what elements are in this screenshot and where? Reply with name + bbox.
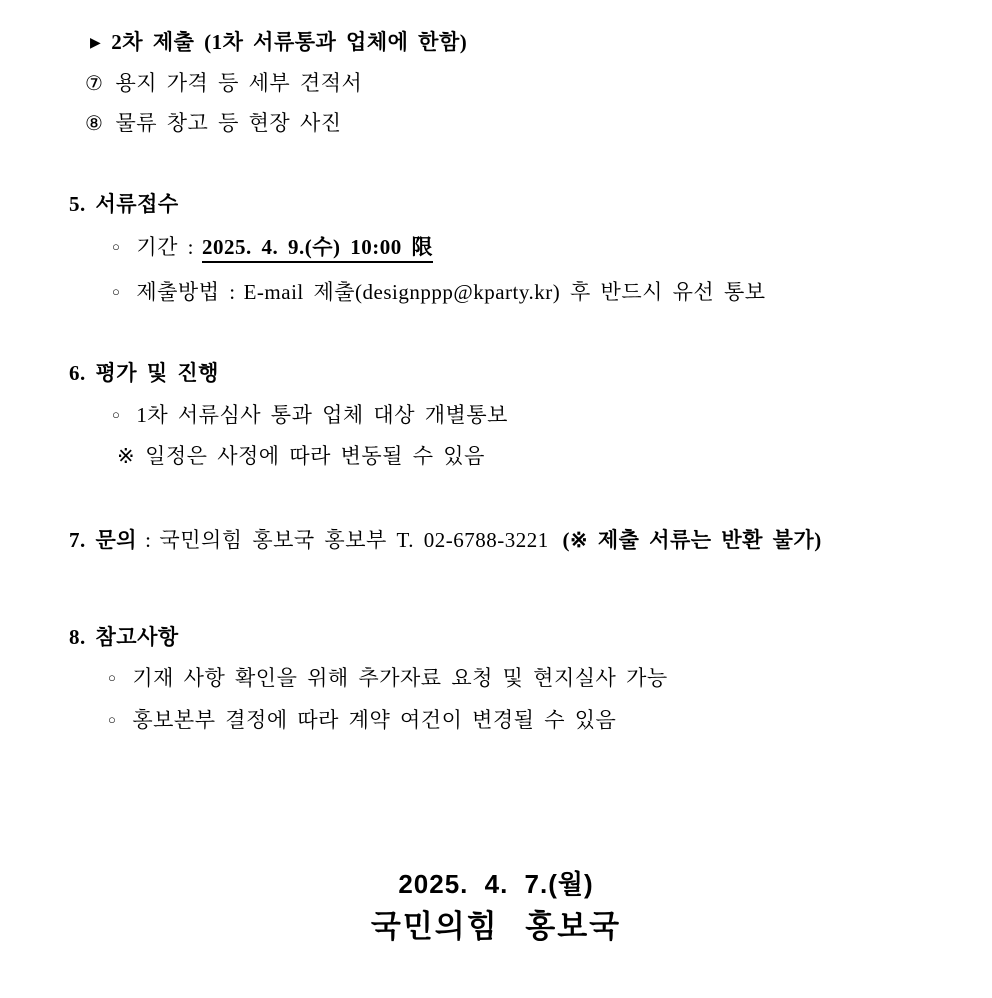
section-6-note-text: 일정은 사정에 따라 변동될 수 있음 [145, 444, 485, 468]
period-value: 2025. 4. 9.(수) 10:00 限 [202, 235, 433, 263]
section-5-method-line [112, 279, 766, 305]
numbered-item-8-text: 물류 창고 등 현장 사진 [115, 111, 342, 135]
circle-bullet-icon: ○ [112, 284, 121, 299]
second-round-heading [90, 29, 467, 55]
section-7-contact: 국민의힘 홍보국 홍보부 T. 02-6788-3221 [159, 528, 549, 552]
section-7-note: (※ 제출 서류는 반환 불가) [562, 528, 822, 552]
section-6-item-1-text: 1차 서류심사 통과 업체 대상 개별통보 [136, 403, 508, 427]
numbered-item-7-text: 용지 가격 등 세부 견적서 [115, 71, 363, 95]
numbered-item-7 [85, 70, 362, 97]
section-8-item-1 [108, 665, 668, 691]
triangle-bullet-icon: ▶ [90, 36, 102, 51]
section-6-note [117, 443, 485, 469]
numbered-item-8 [85, 110, 342, 137]
period-label: 기간 : [136, 235, 195, 259]
section-5-title: 5. 서류접수 [69, 192, 179, 216]
circle-bullet-icon: ○ [108, 670, 117, 685]
method-value: E-mail 제출(designppp@kparty.kr) 후 반드시 유선 통보 [243, 280, 766, 304]
method-label: 제출방법 : [136, 280, 236, 304]
section-8-item-2 [108, 707, 616, 733]
section-8-item-1-text: 기재 사항 확인을 위해 추가자료 요청 및 현지실사 가능 [132, 666, 668, 690]
circle-bullet-icon: ○ [112, 239, 121, 254]
circled-8-marker: ⑧ [85, 113, 104, 135]
reference-mark-icon: ※ [117, 444, 136, 468]
section-7-colon: : [145, 528, 152, 552]
circle-bullet-icon: ○ [108, 712, 117, 727]
footer-date: 2025. 4. 7.(월) [398, 869, 594, 899]
circle-bullet-icon: ○ [112, 407, 121, 422]
second-round-heading-text: 2차 제출 (1차 서류통과 업체에 한함) [111, 30, 468, 54]
circled-7-marker: ⑦ [85, 73, 104, 95]
section-7-title: 7. 문의 [69, 528, 138, 552]
section-7-line [69, 527, 822, 553]
section-8-item-2-text: 홍보본부 결정에 따라 계약 여건이 변경될 수 있음 [132, 708, 617, 732]
section-5-period-line [112, 234, 433, 260]
section-6-title: 6. 평가 및 진행 [69, 361, 219, 385]
section-8-title: 8. 참고사항 [69, 625, 179, 649]
footer-organization: 국민의힘 홍보국 [370, 909, 622, 944]
section-6-item-1 [112, 402, 508, 428]
